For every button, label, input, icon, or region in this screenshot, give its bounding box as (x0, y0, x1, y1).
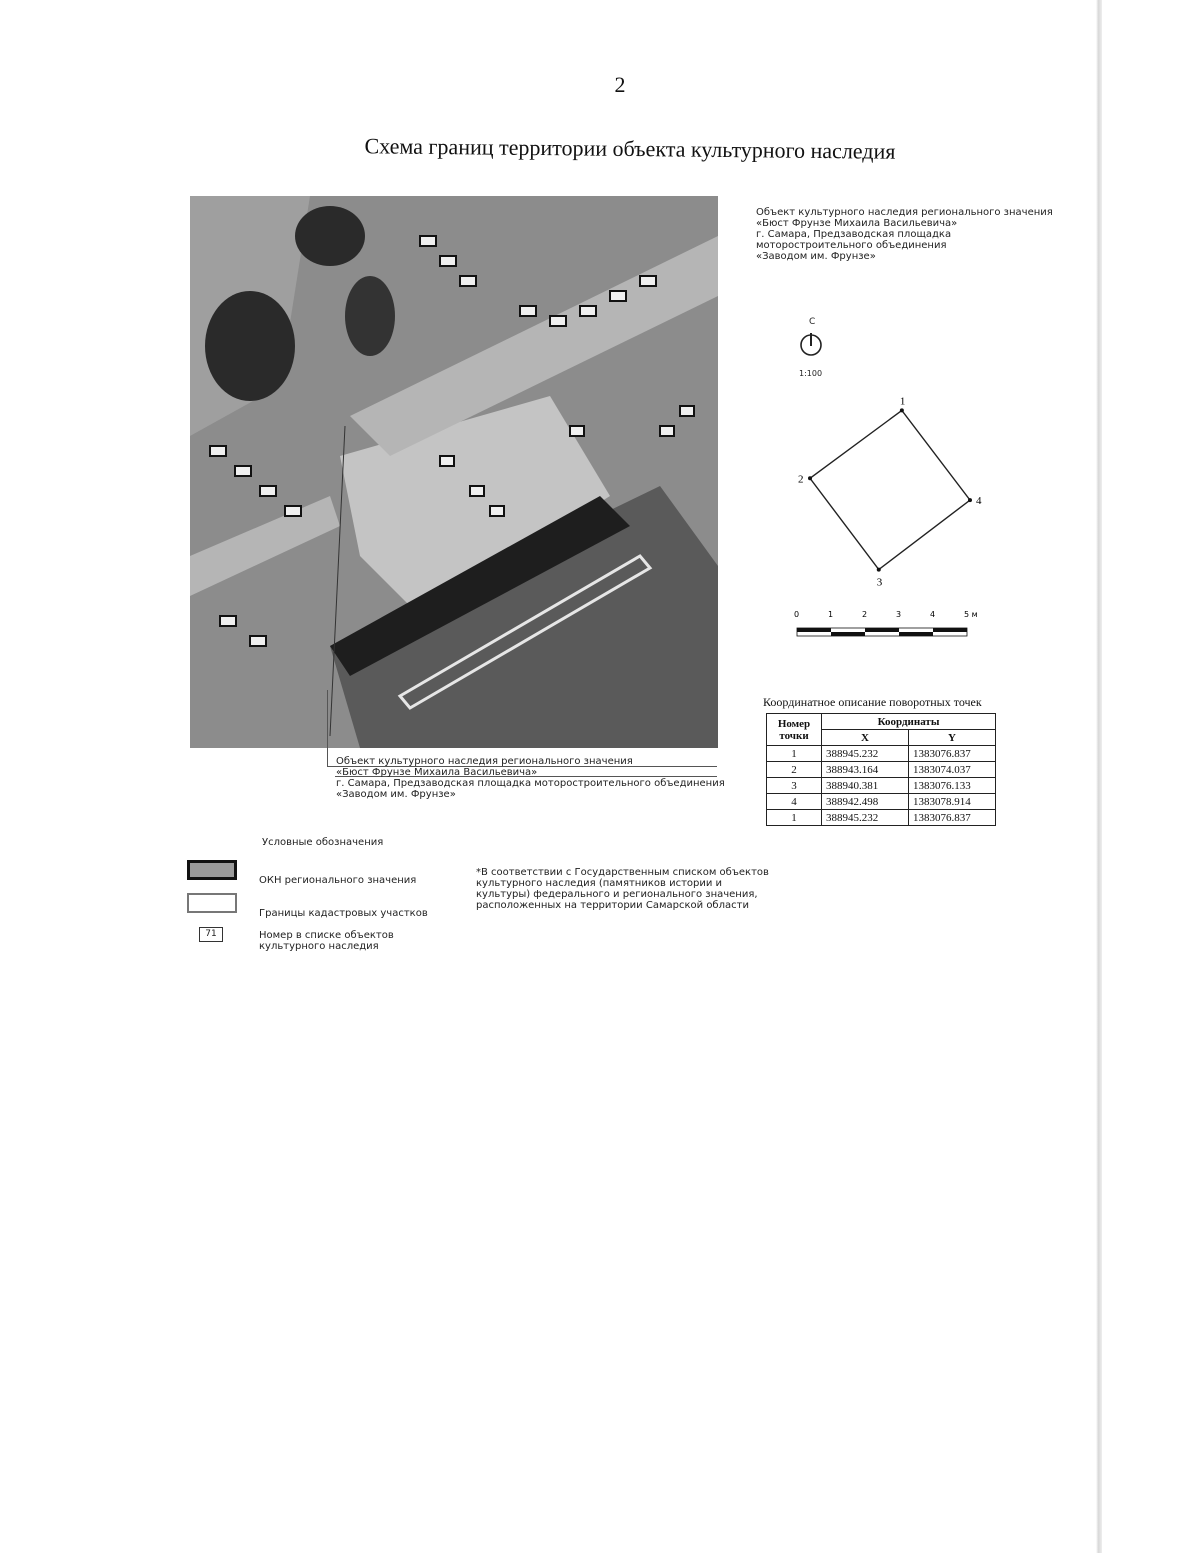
boundary-point-label: 3 (876, 576, 883, 589)
col-x-header: X (822, 730, 909, 746)
point-number-cell: 2 (767, 762, 822, 778)
x-cell: 388943.164 (822, 762, 909, 778)
scale-tick-label: 3 (896, 610, 902, 619)
caption-line: г. Самара, Предзаводская площадка моторостроительного объединения (336, 778, 725, 789)
coordinates-table (766, 713, 996, 826)
boundary-point-label: 4 (976, 495, 982, 508)
page-number: 2 (614, 72, 626, 97)
caption-leader-line (327, 690, 328, 766)
col-coords-header: Координаты (822, 714, 996, 730)
scan-edge (1096, 0, 1102, 1553)
scale-tick-label: 4 (930, 610, 936, 619)
legend-number-swatch: 71 (199, 927, 223, 942)
scale-tick-label: 5 м (964, 610, 978, 619)
caption-line: «Бюст Фрунзе Михаила Васильевича» (336, 767, 538, 778)
table-row (767, 746, 996, 762)
x-cell: 388940.381 (822, 778, 909, 794)
scale-segment (933, 628, 967, 632)
legend-number-label: Номер в списке объектов культурного наследия (259, 930, 394, 952)
col-y-header: Y (909, 730, 996, 746)
coord-table-title: Координатное описание поворотных точек (763, 695, 982, 709)
y-cell: 1383074.037 (909, 762, 996, 778)
caption-line: г. Самара, Предзаводская площадка (756, 229, 952, 240)
y-cell: 1383076.837 (909, 746, 996, 762)
boundary-polygon-diagram (780, 380, 1000, 600)
table-row (767, 810, 996, 826)
aerial-map-image (190, 196, 718, 748)
scale-segment (865, 628, 899, 632)
x-cell: 388942.498 (822, 794, 909, 810)
legend-cadastral-label: Границы кадастровых участков (259, 908, 428, 919)
y-cell: 1383078.914 (909, 794, 996, 810)
boundary-point (808, 476, 812, 480)
boundary-point-label: 1 (899, 395, 906, 408)
scale-segment (831, 632, 865, 636)
y-cell: 1383076.133 (909, 778, 996, 794)
caption-line: Объект культурного наследия регионального значения (336, 756, 633, 767)
table-row (767, 778, 996, 794)
scale-segment (797, 628, 831, 632)
caption-line: «Заводом им. Фрунзе» (756, 251, 876, 262)
object-caption-right (756, 207, 1056, 262)
scale-segment (899, 632, 933, 636)
scale-ratio: 1:100 (799, 369, 823, 378)
boundary-point (968, 498, 972, 502)
scale-tick-label: 0 (794, 610, 800, 619)
point-number-cell: 1 (767, 746, 822, 762)
point-number-cell: 1 (767, 810, 822, 826)
point-number-cell: 3 (767, 778, 822, 794)
legend-cadastral-swatch (187, 893, 237, 913)
caption-line: моторостроительного объединения (756, 240, 947, 251)
x-cell: 388945.232 (822, 746, 909, 762)
boundary-point (877, 568, 881, 572)
y-cell: 1383076.837 (909, 810, 996, 826)
boundary-point (900, 408, 904, 412)
table-row (767, 794, 996, 810)
north-label: С (809, 317, 816, 327)
legend-okn-label: ОКН регионального значения (259, 875, 417, 886)
caption-line: Объект культурного наследия регионального значения (756, 207, 1053, 218)
boundary-point-label: 2 (798, 473, 804, 486)
object-caption-bottom (336, 756, 736, 800)
scale-tick-label: 1 (828, 610, 834, 619)
page-title: Схема границ территории объекта культурного наследия (364, 133, 896, 164)
scale-tick-label: 2 (862, 610, 868, 619)
col-point-header: Номер точки (767, 714, 822, 746)
scale-bar (790, 605, 990, 645)
point-number-cell: 4 (767, 794, 822, 810)
footnote: *В соответствии с Государственным списком объектов культурного наследия (памятников истории и культуры) федерального и регионального значения, расположенных на территории Самарской области (476, 867, 769, 911)
table-row (767, 762, 996, 778)
legend-title: Условные обозначения (262, 837, 384, 848)
north-arrow-icon (798, 331, 824, 357)
caption-line: «Бюст Фрунзе Михаила Васильевича» (756, 218, 958, 229)
legend-okn-swatch (187, 860, 237, 880)
boundary-polygon (810, 410, 970, 569)
x-cell: 388945.232 (822, 810, 909, 826)
caption-line: «Заводом им. Фрунзе» (336, 789, 456, 800)
